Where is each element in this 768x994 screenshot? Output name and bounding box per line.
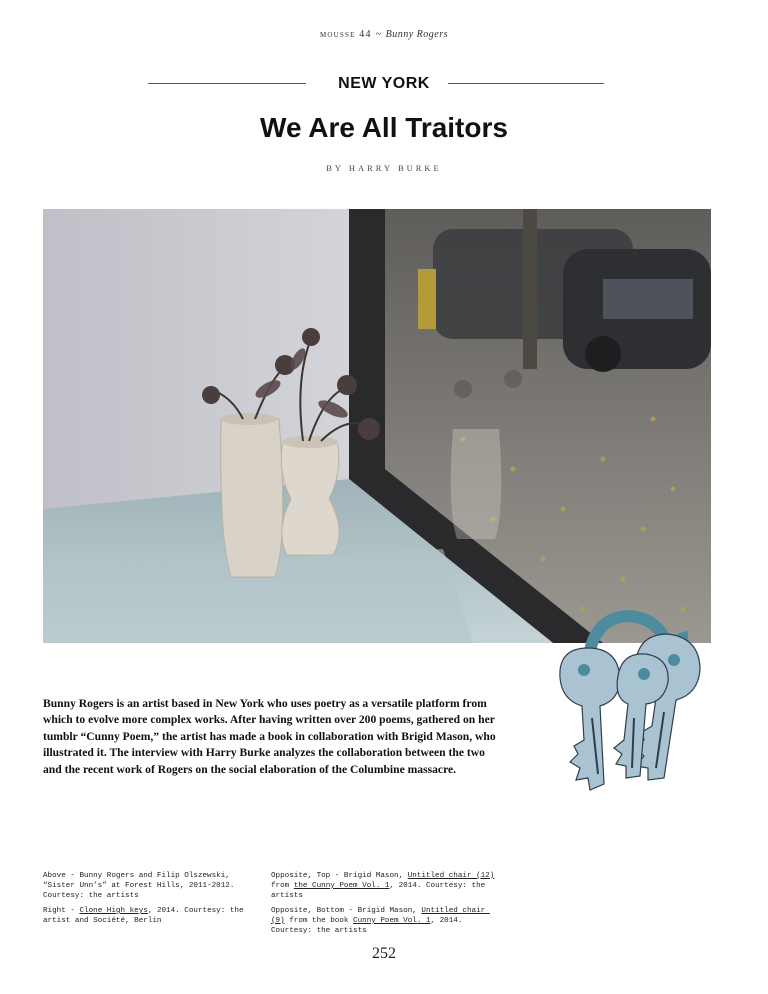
caption-opposite-top [271,872,501,901]
caption-right [43,907,263,927]
intro-paragraph: Bunny Rogers is an artist based in New York who uses poetry as a versatile platform from which to evolve more complex works. After having written over 200 poems, gathered on her tumblr “Cunny Poem,” the artist has made a book in collaboration with Brigid Mason, who illustrated it. The interview with Harry Burke analyzes the collaboration between the two and the recent work of Rogers on the social elaboration of the Columbine massacre. [43,696,496,776]
caption-right-title: Clone High keys [79,907,148,915]
caption-opposite-bottom-book: Cunny Poem Vol. 1 [353,916,431,925]
running-head-subject: Bunny Rogers [385,29,448,40]
caption-opposite-bottom-middle: from the book [284,916,354,925]
running-head [0,29,768,40]
caption-right-prefix: Right - [43,907,80,915]
caption-opposite-top-book: the Cunny Poem Vol. 1 [293,881,390,890]
caption-opposite-top-suffix: , 2014. Courtesy: the artists [271,881,490,900]
caption-opposite-top-title: Untitled chair (12) [407,872,495,880]
magazine-name: mousse 44 [319,29,372,40]
running-head-separator: ~ [375,29,382,40]
caption-opposite-bottom [271,907,501,936]
byline: BY HARRY BURKE [326,163,442,173]
caption-above-text: Above - Bunny Rogers and Filip Olszewski, “Sister Unn’s” at Forest Hills, 2011-2012. Courtesy: the artists [43,872,239,900]
main-photo [43,209,711,643]
caption-right-suffix: , 2014. Courtesy: the artist and Société, Berlin [43,907,249,925]
caption-opposite-top-prefix: Opposite, Top - Brigid Mason, [271,872,408,880]
page-number: 252 [372,945,396,962]
section-label: NEW YORK [338,75,430,92]
article-title: We Are All Traitors [260,112,508,143]
caption-opposite-top-middle: from [271,872,499,890]
caption-opposite-bottom-prefix: Opposite, Bottom - Brigid Mason, [271,907,422,915]
caption-opposite-bottom-title: Untitled chair (9) [271,907,490,925]
caption-above [43,872,263,901]
clone-high-keys-illustration [548,608,718,798]
caption-opposite-bottom-suffix: , 2014. Courtesy: the artists [271,916,467,935]
